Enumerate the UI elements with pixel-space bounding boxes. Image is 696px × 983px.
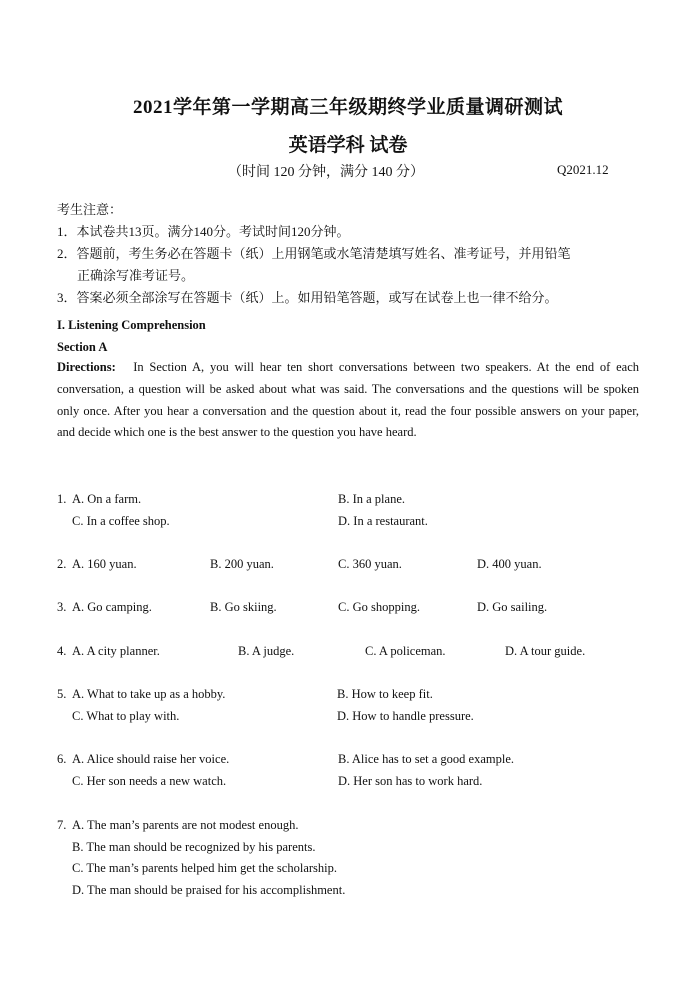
notice-item-2-cont: 正确涂写准考证号。 xyxy=(77,268,195,283)
option-b: B. 200 yuan. xyxy=(210,557,274,571)
option-c: C. Her son needs a new watch. xyxy=(72,774,227,788)
exam-subject-title: 英语学科 试卷 xyxy=(288,135,408,156)
question-number: 3. xyxy=(57,600,67,614)
question-number: 2. xyxy=(57,557,67,571)
directions-label: Directions: xyxy=(57,360,116,374)
option-d: D. 400 yuan. xyxy=(477,557,542,571)
option-a: A. A city planner. xyxy=(72,644,160,658)
option-c: C. Go shopping. xyxy=(338,600,420,614)
option-c: C. What to play with. xyxy=(72,709,180,723)
option-c: C. The man’s parents helped him get the scholarship. xyxy=(72,861,337,875)
section-title: Section A xyxy=(57,340,108,354)
directions-text: In Section A, you will hear ten short conversations between two speakers. At the end of each conversation, a question will be asked about what was said. The conversations and the questions will be spoken only once. After you hear a conversation and the question about it, read the four possible answers on your paper, and decide which one is the best answer to the question you have heard. xyxy=(57,360,639,440)
option-c: C. A policeman. xyxy=(365,644,446,658)
option-a: A. On a farm. xyxy=(72,492,142,506)
directions-paragraph xyxy=(57,357,639,444)
option-d: D. The man should be praised for his accomplishment. xyxy=(72,883,346,897)
question-number: 1. xyxy=(57,492,67,506)
option-d: D. In a restaurant. xyxy=(338,514,428,528)
question-number: 5. xyxy=(57,687,67,701)
option-b: B. Alice has to set a good example. xyxy=(338,752,515,766)
option-b: B. In a plane. xyxy=(338,492,405,506)
notice-item-3: 3．答案必须全部涂写在答题卡（纸）上。如用铅笔答题，或写在试卷上也一律不给分。 xyxy=(57,290,558,305)
option-d: D. How to handle pressure. xyxy=(337,709,474,723)
option-c: C. 360 yuan. xyxy=(338,557,402,571)
option-b: B. The man should be recognized by his parents. xyxy=(72,840,316,854)
option-b: B. Go skiing. xyxy=(210,600,277,614)
notice-item-2: 2．答题前，考生务必在答题卡（纸）上用钢笔或水笔清楚填写姓名、准考证号，并用铅笔 xyxy=(57,246,571,261)
question-number: 7. xyxy=(57,818,67,832)
option-d: D. Go sailing. xyxy=(477,600,548,614)
exam-code: Q2021.12 xyxy=(557,162,609,177)
exam-title: 2021学年第一学期高三年级期终学业质量调研测试 xyxy=(132,97,563,118)
question-number: 6. xyxy=(57,752,67,766)
exam-time-score: （时间 120 分钟，满分 140 分） xyxy=(228,165,424,180)
option-d: D. A tour guide. xyxy=(505,644,586,658)
option-a: A. Go camping. xyxy=(72,600,152,614)
part-title: I. Listening Comprehension xyxy=(57,318,206,332)
notice-heading: 考生注意： xyxy=(57,202,123,217)
option-d: D. Her son has to work hard. xyxy=(338,774,483,788)
question-number: 4. xyxy=(57,644,67,658)
option-b: B. A judge. xyxy=(238,644,295,658)
option-a: A. What to take up as a hobby. xyxy=(72,687,226,701)
option-c: C. In a coffee shop. xyxy=(72,514,170,528)
option-a: A. The man’s parents are not modest enough. xyxy=(72,818,299,832)
option-a: A. 160 yuan. xyxy=(72,557,137,571)
option-a: A. Alice should raise her voice. xyxy=(72,752,230,766)
option-b: B. How to keep fit. xyxy=(337,687,433,701)
notice-item-1: 1．本试卷共13页。满分140分。考试时间120分钟。 xyxy=(57,224,350,239)
